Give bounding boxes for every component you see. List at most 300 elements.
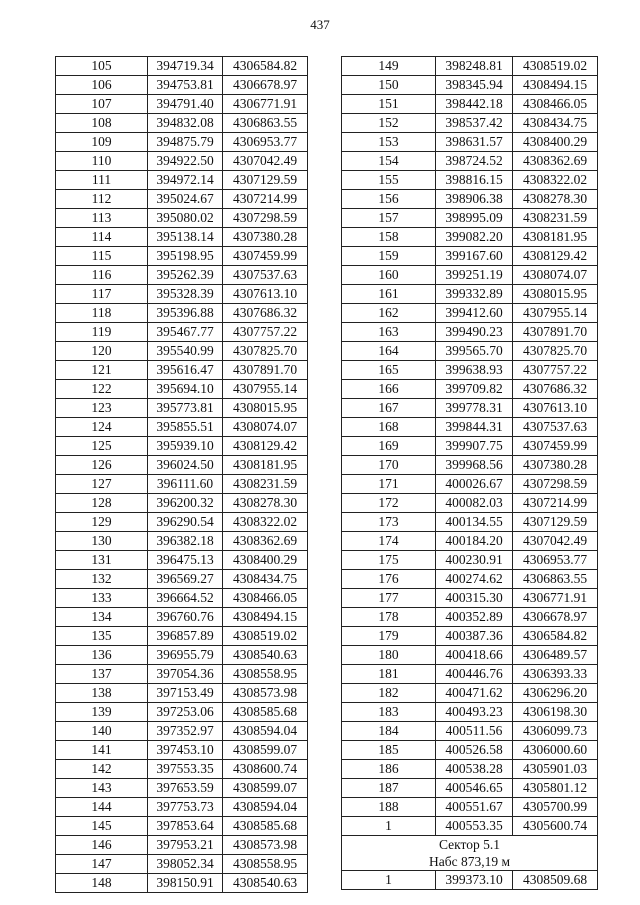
coordinate-x: 400026.67 <box>436 475 513 494</box>
table-row <box>56 551 308 570</box>
coordinate-y: 4308015.95 <box>223 399 308 418</box>
coordinate-x: 395467.77 <box>148 323 223 342</box>
table-row <box>56 684 308 703</box>
table-row <box>56 418 308 437</box>
table-row <box>56 627 308 646</box>
table-row <box>56 475 308 494</box>
coordinate-x: 397153.49 <box>148 684 223 703</box>
coordinate-y: 4306198.30 <box>513 703 598 722</box>
table-row <box>56 570 308 589</box>
point-number: 156 <box>342 190 436 209</box>
coordinate-x: 394719.34 <box>148 57 223 76</box>
coordinate-y: 4308519.02 <box>223 627 308 646</box>
table-row <box>56 513 308 532</box>
point-number: 117 <box>56 285 148 304</box>
coordinate-y: 4308540.63 <box>223 646 308 665</box>
point-number: 170 <box>342 456 436 475</box>
table-row <box>342 684 598 703</box>
sector-subtitle: Набс 873,19 м <box>428 854 511 869</box>
point-number: 147 <box>56 855 148 874</box>
point-number: 133 <box>56 589 148 608</box>
coordinate-x: 398150.91 <box>148 874 223 893</box>
point-number: 151 <box>342 95 436 114</box>
point-number: 184 <box>342 722 436 741</box>
coordinate-x: 400526.58 <box>436 741 513 760</box>
coordinate-y: 4307214.99 <box>513 494 598 513</box>
point-number: 158 <box>342 228 436 247</box>
coordinate-y: 4308509.68 <box>513 871 598 890</box>
coordinate-x: 400230.91 <box>436 551 513 570</box>
point-number: 141 <box>56 741 148 760</box>
coordinate-y: 4306863.55 <box>223 114 308 133</box>
coordinate-x: 398442.18 <box>436 95 513 114</box>
coordinate-x: 395855.51 <box>148 418 223 437</box>
point-number: 139 <box>56 703 148 722</box>
table-row <box>342 551 598 570</box>
point-number: 112 <box>56 190 148 209</box>
point-number: 128 <box>56 494 148 513</box>
coordinate-y: 4307537.63 <box>223 266 308 285</box>
point-number: 1 <box>342 817 436 836</box>
coordinate-y: 4307825.70 <box>223 342 308 361</box>
coordinate-y: 4307537.63 <box>513 418 598 437</box>
point-number: 142 <box>56 760 148 779</box>
coordinate-x: 395616.47 <box>148 361 223 380</box>
point-number: 179 <box>342 627 436 646</box>
table-row <box>342 228 598 247</box>
point-number: 185 <box>342 741 436 760</box>
point-number: 175 <box>342 551 436 570</box>
coordinate-x: 397653.59 <box>148 779 223 798</box>
table-row <box>342 152 598 171</box>
coordinate-x: 397253.06 <box>148 703 223 722</box>
point-number: 145 <box>56 817 148 836</box>
point-number: 187 <box>342 779 436 798</box>
coordinate-y: 4306678.97 <box>223 76 308 95</box>
coordinate-y: 4308129.42 <box>223 437 308 456</box>
point-number: 105 <box>56 57 148 76</box>
point-number: 113 <box>56 209 148 228</box>
table-row <box>56 703 308 722</box>
table-row <box>342 703 598 722</box>
coordinate-y: 4307129.59 <box>223 171 308 190</box>
point-number: 118 <box>56 304 148 323</box>
coordinate-x: 396857.89 <box>148 627 223 646</box>
table-row <box>56 608 308 627</box>
point-number: 178 <box>342 608 436 627</box>
point-number: 162 <box>342 304 436 323</box>
point-number: 116 <box>56 266 148 285</box>
table-row <box>342 589 598 608</box>
coordinate-y: 4307129.59 <box>513 513 598 532</box>
coordinate-y: 4307825.70 <box>513 342 598 361</box>
coordinate-y: 4308015.95 <box>513 285 598 304</box>
table-row <box>342 418 598 437</box>
table-row <box>342 437 598 456</box>
coordinate-y: 4305901.03 <box>513 760 598 779</box>
coordinate-x: 400546.65 <box>436 779 513 798</box>
point-number: 114 <box>56 228 148 247</box>
coordinate-y: 4308322.02 <box>513 171 598 190</box>
point-number: 167 <box>342 399 436 418</box>
point-number: 160 <box>342 266 436 285</box>
coordinate-x: 400274.62 <box>436 570 513 589</box>
coordinate-x: 398724.52 <box>436 152 513 171</box>
point-number: 136 <box>56 646 148 665</box>
table-row <box>342 361 598 380</box>
coordinate-y: 4307613.10 <box>223 285 308 304</box>
coordinate-y: 4308129.42 <box>513 247 598 266</box>
table-row <box>342 532 598 551</box>
point-number: 140 <box>56 722 148 741</box>
table-row <box>56 646 308 665</box>
coordinate-y: 4308599.07 <box>223 779 308 798</box>
coordinate-y: 4308434.75 <box>223 570 308 589</box>
table-row <box>342 779 598 798</box>
coordinate-y: 4308278.30 <box>513 190 598 209</box>
coordinate-x: 400418.66 <box>436 646 513 665</box>
coordinate-y: 4307955.14 <box>513 304 598 323</box>
table-row <box>56 114 308 133</box>
point-number: 115 <box>56 247 148 266</box>
coordinate-x: 395694.10 <box>148 380 223 399</box>
table-row <box>56 228 308 247</box>
coordinate-y: 4307891.70 <box>223 361 308 380</box>
point-number: 183 <box>342 703 436 722</box>
table-row <box>342 114 598 133</box>
point-number: 150 <box>342 76 436 95</box>
table-row <box>56 380 308 399</box>
coordinate-x: 394875.79 <box>148 133 223 152</box>
coordinate-y: 4308573.98 <box>223 684 308 703</box>
point-number: 138 <box>56 684 148 703</box>
table-row <box>56 323 308 342</box>
table-row <box>56 741 308 760</box>
coordinate-y: 4308231.59 <box>513 209 598 228</box>
point-number: 168 <box>342 418 436 437</box>
coordinates-table-right <box>341 56 598 890</box>
table-row <box>56 247 308 266</box>
point-number: 107 <box>56 95 148 114</box>
coordinate-x: 398906.38 <box>436 190 513 209</box>
coordinate-x: 400387.36 <box>436 627 513 646</box>
table-row <box>342 190 598 209</box>
point-number: 164 <box>342 342 436 361</box>
coordinate-x: 396382.18 <box>148 532 223 551</box>
table-row <box>342 342 598 361</box>
point-number: 165 <box>342 361 436 380</box>
table-row <box>342 646 598 665</box>
coordinate-y: 4307380.28 <box>223 228 308 247</box>
table-row <box>56 133 308 152</box>
coordinate-y: 4306953.77 <box>513 551 598 570</box>
coordinate-y: 4306099.73 <box>513 722 598 741</box>
coordinate-x: 400134.55 <box>436 513 513 532</box>
table-row <box>56 95 308 114</box>
point-number: 157 <box>342 209 436 228</box>
coordinate-x: 396200.32 <box>148 494 223 513</box>
coordinate-y: 4308599.07 <box>223 741 308 760</box>
coordinate-y: 4308594.04 <box>223 722 308 741</box>
coordinate-y: 4308181.95 <box>223 456 308 475</box>
coordinate-x: 399373.10 <box>436 871 513 890</box>
point-number: 154 <box>342 152 436 171</box>
coordinate-x: 394791.40 <box>148 95 223 114</box>
table-row <box>342 817 598 836</box>
coordinate-x: 394972.14 <box>148 171 223 190</box>
point-number: 110 <box>56 152 148 171</box>
table-row <box>56 456 308 475</box>
coordinate-x: 397753.73 <box>148 798 223 817</box>
point-number: 129 <box>56 513 148 532</box>
point-number: 119 <box>56 323 148 342</box>
table-row <box>56 855 308 874</box>
coordinate-x: 394922.50 <box>148 152 223 171</box>
table-row <box>342 171 598 190</box>
coordinate-x: 396111.60 <box>148 475 223 494</box>
coordinates-table-left <box>55 56 308 893</box>
coordinate-y: 4307955.14 <box>223 380 308 399</box>
point-number: 124 <box>56 418 148 437</box>
coordinate-x: 400538.28 <box>436 760 513 779</box>
table-row <box>342 380 598 399</box>
table-row <box>342 456 598 475</box>
coordinate-x: 398345.94 <box>436 76 513 95</box>
coordinate-x: 399778.31 <box>436 399 513 418</box>
point-number: 173 <box>342 513 436 532</box>
coordinate-y: 4306771.91 <box>513 589 598 608</box>
table-row <box>56 494 308 513</box>
coordinate-y: 4308585.68 <box>223 817 308 836</box>
coordinate-x: 397453.10 <box>148 741 223 760</box>
point-number: 163 <box>342 323 436 342</box>
coordinate-x: 399332.89 <box>436 285 513 304</box>
coordinate-x: 396760.76 <box>148 608 223 627</box>
point-number: 137 <box>56 665 148 684</box>
page-number: 437 <box>310 17 330 32</box>
coordinate-y: 4307298.59 <box>513 475 598 494</box>
coordinate-x: 398248.81 <box>436 57 513 76</box>
point-number: 122 <box>56 380 148 399</box>
table-row <box>56 798 308 817</box>
coordinate-y: 4307380.28 <box>513 456 598 475</box>
coordinate-y: 4305700.99 <box>513 798 598 817</box>
coordinate-x: 398631.57 <box>436 133 513 152</box>
coordinate-x: 399490.23 <box>436 323 513 342</box>
coordinate-y: 4308466.05 <box>513 95 598 114</box>
table-row <box>342 399 598 418</box>
table-row <box>56 152 308 171</box>
table-row <box>56 285 308 304</box>
table-row <box>56 57 308 76</box>
coordinate-y: 4307298.59 <box>223 209 308 228</box>
coordinate-x: 395198.95 <box>148 247 223 266</box>
table-row <box>56 342 308 361</box>
point-number: 149 <box>342 57 436 76</box>
coordinate-y: 4308600.74 <box>223 760 308 779</box>
coordinate-y: 4307757.22 <box>223 323 308 342</box>
point-number: 111 <box>56 171 148 190</box>
table-row <box>342 722 598 741</box>
coordinate-y: 4306678.97 <box>513 608 598 627</box>
table-row <box>342 570 598 589</box>
coordinate-x: 395262.39 <box>148 266 223 285</box>
coordinate-y: 4308558.95 <box>223 855 308 874</box>
point-number: 180 <box>342 646 436 665</box>
sector-title: Сектор 5.1 <box>438 837 500 852</box>
table-row <box>56 817 308 836</box>
coordinate-y: 4307042.49 <box>223 152 308 171</box>
coordinate-x: 398537.42 <box>436 114 513 133</box>
point-number: 169 <box>342 437 436 456</box>
point-number: 172 <box>342 494 436 513</box>
table-row <box>342 304 598 323</box>
coordinate-x: 395328.39 <box>148 285 223 304</box>
coordinate-y: 4306393.33 <box>513 665 598 684</box>
coordinate-y: 4308278.30 <box>223 494 308 513</box>
point-number: 181 <box>342 665 436 684</box>
table-row <box>56 722 308 741</box>
coordinate-x: 400315.30 <box>436 589 513 608</box>
table-row <box>342 57 598 76</box>
table-row <box>342 95 598 114</box>
coordinate-x: 398995.09 <box>436 209 513 228</box>
point-number: 174 <box>342 532 436 551</box>
coordinate-y: 4308540.63 <box>223 874 308 893</box>
coordinate-y: 4307042.49 <box>513 532 598 551</box>
coordinate-x: 397553.35 <box>148 760 223 779</box>
coordinate-x: 398052.34 <box>148 855 223 874</box>
coordinate-y: 4305801.12 <box>513 779 598 798</box>
point-number: 121 <box>56 361 148 380</box>
coordinate-y: 4308594.04 <box>223 798 308 817</box>
coordinate-x: 397853.64 <box>148 817 223 836</box>
coordinate-x: 395138.14 <box>148 228 223 247</box>
coordinate-x: 400551.67 <box>436 798 513 817</box>
point-number: 177 <box>342 589 436 608</box>
coordinate-x: 396569.27 <box>148 570 223 589</box>
table-row <box>56 399 308 418</box>
table-row <box>56 589 308 608</box>
table-row <box>56 304 308 323</box>
coordinate-y: 4308181.95 <box>513 228 598 247</box>
coordinate-y: 4307686.32 <box>513 380 598 399</box>
point-number: 131 <box>56 551 148 570</box>
point-number: 171 <box>342 475 436 494</box>
coordinate-y: 4308434.75 <box>513 114 598 133</box>
coordinate-y: 4308585.68 <box>223 703 308 722</box>
coordinate-x: 400352.89 <box>436 608 513 627</box>
point-number: 134 <box>56 608 148 627</box>
coordinate-y: 4308074.07 <box>223 418 308 437</box>
coordinate-y: 4308494.15 <box>223 608 308 627</box>
coordinate-x: 395080.02 <box>148 209 223 228</box>
coordinate-y: 4307757.22 <box>513 361 598 380</box>
coordinate-y: 4306584.82 <box>513 627 598 646</box>
coordinate-y: 4308400.29 <box>223 551 308 570</box>
coordinate-x: 399412.60 <box>436 304 513 323</box>
coordinate-y: 4307214.99 <box>223 190 308 209</box>
coordinate-y: 4307613.10 <box>513 399 598 418</box>
coordinate-x: 396475.13 <box>148 551 223 570</box>
coordinate-y: 4306584.82 <box>223 57 308 76</box>
coordinate-x: 399968.56 <box>436 456 513 475</box>
coordinate-y: 4306296.20 <box>513 684 598 703</box>
point-number: 146 <box>56 836 148 855</box>
point-number: 186 <box>342 760 436 779</box>
table-row <box>56 779 308 798</box>
coordinate-x: 400471.62 <box>436 684 513 703</box>
point-number: 123 <box>56 399 148 418</box>
table-row <box>342 741 598 760</box>
coordinate-y: 4308362.69 <box>513 152 598 171</box>
coordinate-x: 399082.20 <box>436 228 513 247</box>
coordinate-y: 4308519.02 <box>513 57 598 76</box>
coordinate-x: 400184.20 <box>436 532 513 551</box>
coordinate-x: 397054.36 <box>148 665 223 684</box>
point-number: 153 <box>342 133 436 152</box>
table-row <box>56 190 308 209</box>
coordinate-y: 4308558.95 <box>223 665 308 684</box>
point-number: 130 <box>56 532 148 551</box>
table-row <box>342 247 598 266</box>
table-row <box>342 760 598 779</box>
point-number: 148 <box>56 874 148 893</box>
point-number: 106 <box>56 76 148 95</box>
point-number: 144 <box>56 798 148 817</box>
table-row <box>342 665 598 684</box>
table-row <box>56 171 308 190</box>
coordinate-x: 399844.31 <box>436 418 513 437</box>
table-row <box>56 266 308 285</box>
point-number: 132 <box>56 570 148 589</box>
coordinate-x: 394753.81 <box>148 76 223 95</box>
table-row <box>342 133 598 152</box>
point-number: 135 <box>56 627 148 646</box>
table-row <box>342 627 598 646</box>
table-row <box>342 513 598 532</box>
coordinate-y: 4307686.32 <box>223 304 308 323</box>
point-number: 176 <box>342 570 436 589</box>
coordinate-y: 4308362.69 <box>223 532 308 551</box>
point-number: 125 <box>56 437 148 456</box>
coordinate-x: 399907.75 <box>436 437 513 456</box>
coordinate-x: 395773.81 <box>148 399 223 418</box>
table-row <box>56 76 308 95</box>
coordinate-x: 395396.88 <box>148 304 223 323</box>
coordinate-x: 396955.79 <box>148 646 223 665</box>
point-number: 109 <box>56 133 148 152</box>
point-number: 155 <box>342 171 436 190</box>
table-row <box>56 760 308 779</box>
table-row <box>342 494 598 513</box>
coordinate-y: 4306771.91 <box>223 95 308 114</box>
coordinate-y: 4307459.99 <box>513 437 598 456</box>
coordinate-x: 399251.19 <box>436 266 513 285</box>
coordinate-y: 4305600.74 <box>513 817 598 836</box>
coordinate-y: 4306000.60 <box>513 741 598 760</box>
table-row <box>56 836 308 855</box>
point-number: 182 <box>342 684 436 703</box>
table-row <box>56 532 308 551</box>
point-number: 152 <box>342 114 436 133</box>
coordinate-x: 397352.97 <box>148 722 223 741</box>
point-number: 143 <box>56 779 148 798</box>
table-row <box>56 361 308 380</box>
table-row <box>342 323 598 342</box>
coordinate-x: 396290.54 <box>148 513 223 532</box>
coordinate-y: 4308074.07 <box>513 266 598 285</box>
